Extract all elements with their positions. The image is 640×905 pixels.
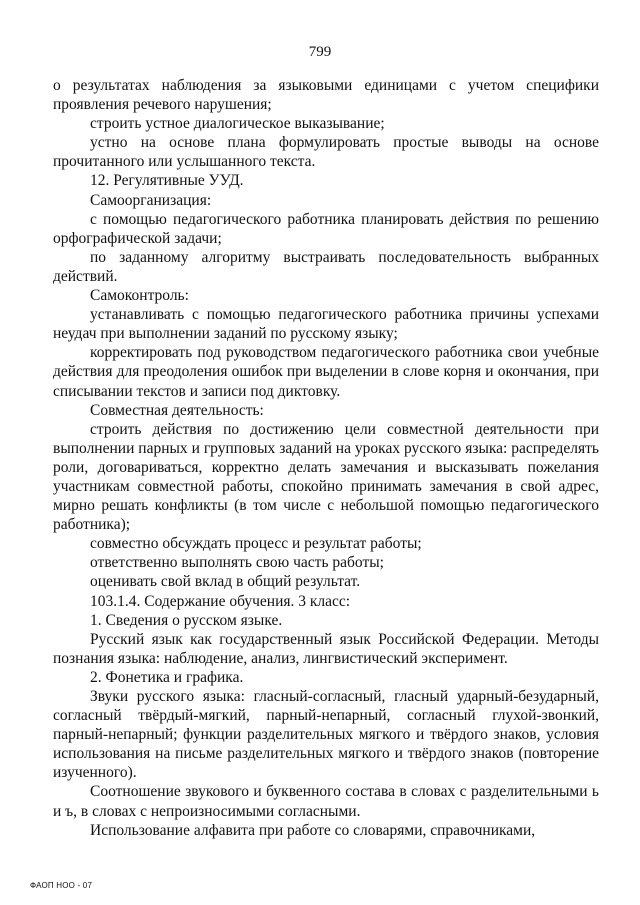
subsection-heading: 2. Фонетика и графика. [90,668,244,686]
paragraph: оценивать свой вклад в общий результат. [90,573,361,591]
paragraph: с помощью педагогического работника планировать действия по решению орфографической задачи; [53,210,599,247]
document-body [53,76,599,840]
paragraph: устно на основе плана формулировать простые выводы на основе прочитанного или услышанного текста. [53,134,599,171]
paragraph: строить устное диалогическое выказывание; [90,115,385,133]
paragraph: Соотношение звукового и буквенного состава в словах с разделительными ь и ъ, в словах с непроизносимыми согласными. [53,783,599,820]
subsection-heading: Самоорганизация: [90,191,212,209]
paragraph: о результатах наблюдения за языковыми единицами с учетом специфики проявления речевого нарушения; [53,77,599,114]
paragraph: по заданному алгоритму выстраивать последовательность выбранных действий. [53,248,599,285]
paragraph: устанавливать с помощью педагогического работника причины успехами неудач при выполнении заданий по русскому языку; [53,306,599,343]
paragraph: корректировать под руководством педагогического работника свои учебные действия для преодоления ошибок при выделении в слове корня и окончания, при списывании текстов и записи под диктовку. [53,344,599,400]
paragraph: совместно обсуждать процесс и результат работы; [90,535,422,553]
paragraph: Использование алфавита при работе со словарями, справочниками, [90,821,536,839]
subsection-heading: 1. Сведения о русском языке. [90,611,283,629]
paragraph: ответственно выполнять свою часть работы; [90,554,384,572]
paragraph: Звуки русского языка: гласный-согласный, гласный ударный-безударный, согласный твёрдый-мягкий, парный-непарный, согласный глухой-звонкий, парный-непарный; функции разделительных мягкого и твёрдого знаков, условия использования на письме разделительных мягкого и твёрдого знаков (повторение изученного). [53,688,599,782]
section-heading: 103.1.4. Содержание обучения. 3 класс: [90,592,351,610]
subsection-heading: Совместная деятельность: [90,401,264,419]
paragraph: строить действия по достижению цели совместной деятельности при выполнении парных и групповых заданий на уроках русского языка: распределять роли, договариваться, корректно делать замечания и высказывать пожелания участникам совместной работы, спокойно принимать замечания в свой адрес, мирно решать конфликты (в том числе с небольшой помощью педагогического работника); [53,420,599,534]
paragraph: Русский язык как государственный язык Российской Федерации. Методы познания языка: наблюдение, анализ, лингвистический эксперимент. [53,630,599,667]
page-number: 799 [308,44,332,60]
document-footer: ФАОП НОО - 07 [30,881,93,890]
subsection-heading: Самоконтроль: [90,287,189,305]
section-heading: 12. Регулятивные УУД. [90,172,244,190]
